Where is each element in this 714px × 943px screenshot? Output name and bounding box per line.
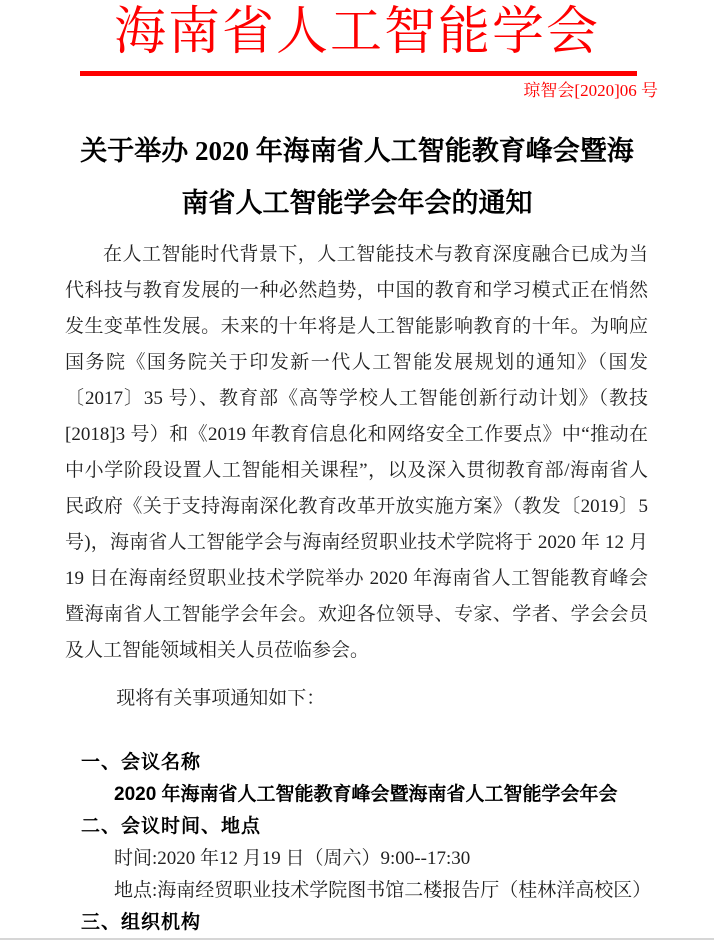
header-divider [80,71,637,76]
body-paragraph: 在人工智能时代背景下，人工智能技术与教育深度融合已成为当代科技与教育发展的一种必然趋势，中国的教育和学习模式正在悄然发生变革性发展。未来的十年将是人工智能影响教育的十年。为响应国务院《国务院关于印发新一代人工智能发展规划的通知》（国发〔2017〕35 号）、教育部《高等学校人工智能创新行动计划》（教技[2018]3 号）和《2019 年教育信息化和网络安全工作要点》中“推动在中小学阶段设置人工智能相关课程”，以及深入贯彻教育部/海南省人民政府《关于支持海南深化教育改革开放实施方案》（教发〔2019〕5 号)，海南省人工智能学会与海南经贸职业技术学院将于 2020 年 12 月 19 日在海南经贸职业技术学院举办 2020 年海南省人工智能教育峰会暨海南省人工智能学会年会。欢迎各位领导、专家、学者、学会会员及人工智能领域相关人员莅临参会。 [65,244,648,661]
notice-title: 关于举办 2020 年海南省人工智能教育峰会暨海南省人工智能学会年会的通知 [80,136,634,218]
bottom-divider [0,938,714,940]
section-item-time: 时间:2020 年12 月19 日（周六）9:00--17:30 [114,848,471,869]
section-item-meeting-name: 2020 年海南省人工智能教育峰会暨海南省人工智能学会年会 [114,784,618,805]
doc-number: 琼智会[2020]06 号 [523,81,658,100]
section-heading-meeting-name: 一、会议名称 [81,752,202,773]
section-heading-time-place: 二、会议时间、地点 [81,816,262,837]
section-heading-organization: 三、组织机构 [81,912,202,933]
notice-lead: 现将有关事项通知如下： [116,688,326,709]
section-item-place: 地点:海南经贸职业技术学院图书馆二楼报告厅（桂林洋高校区） [114,880,652,901]
org-title: 海南省人工智能学会 [113,4,600,61]
sections-list [81,747,674,939]
